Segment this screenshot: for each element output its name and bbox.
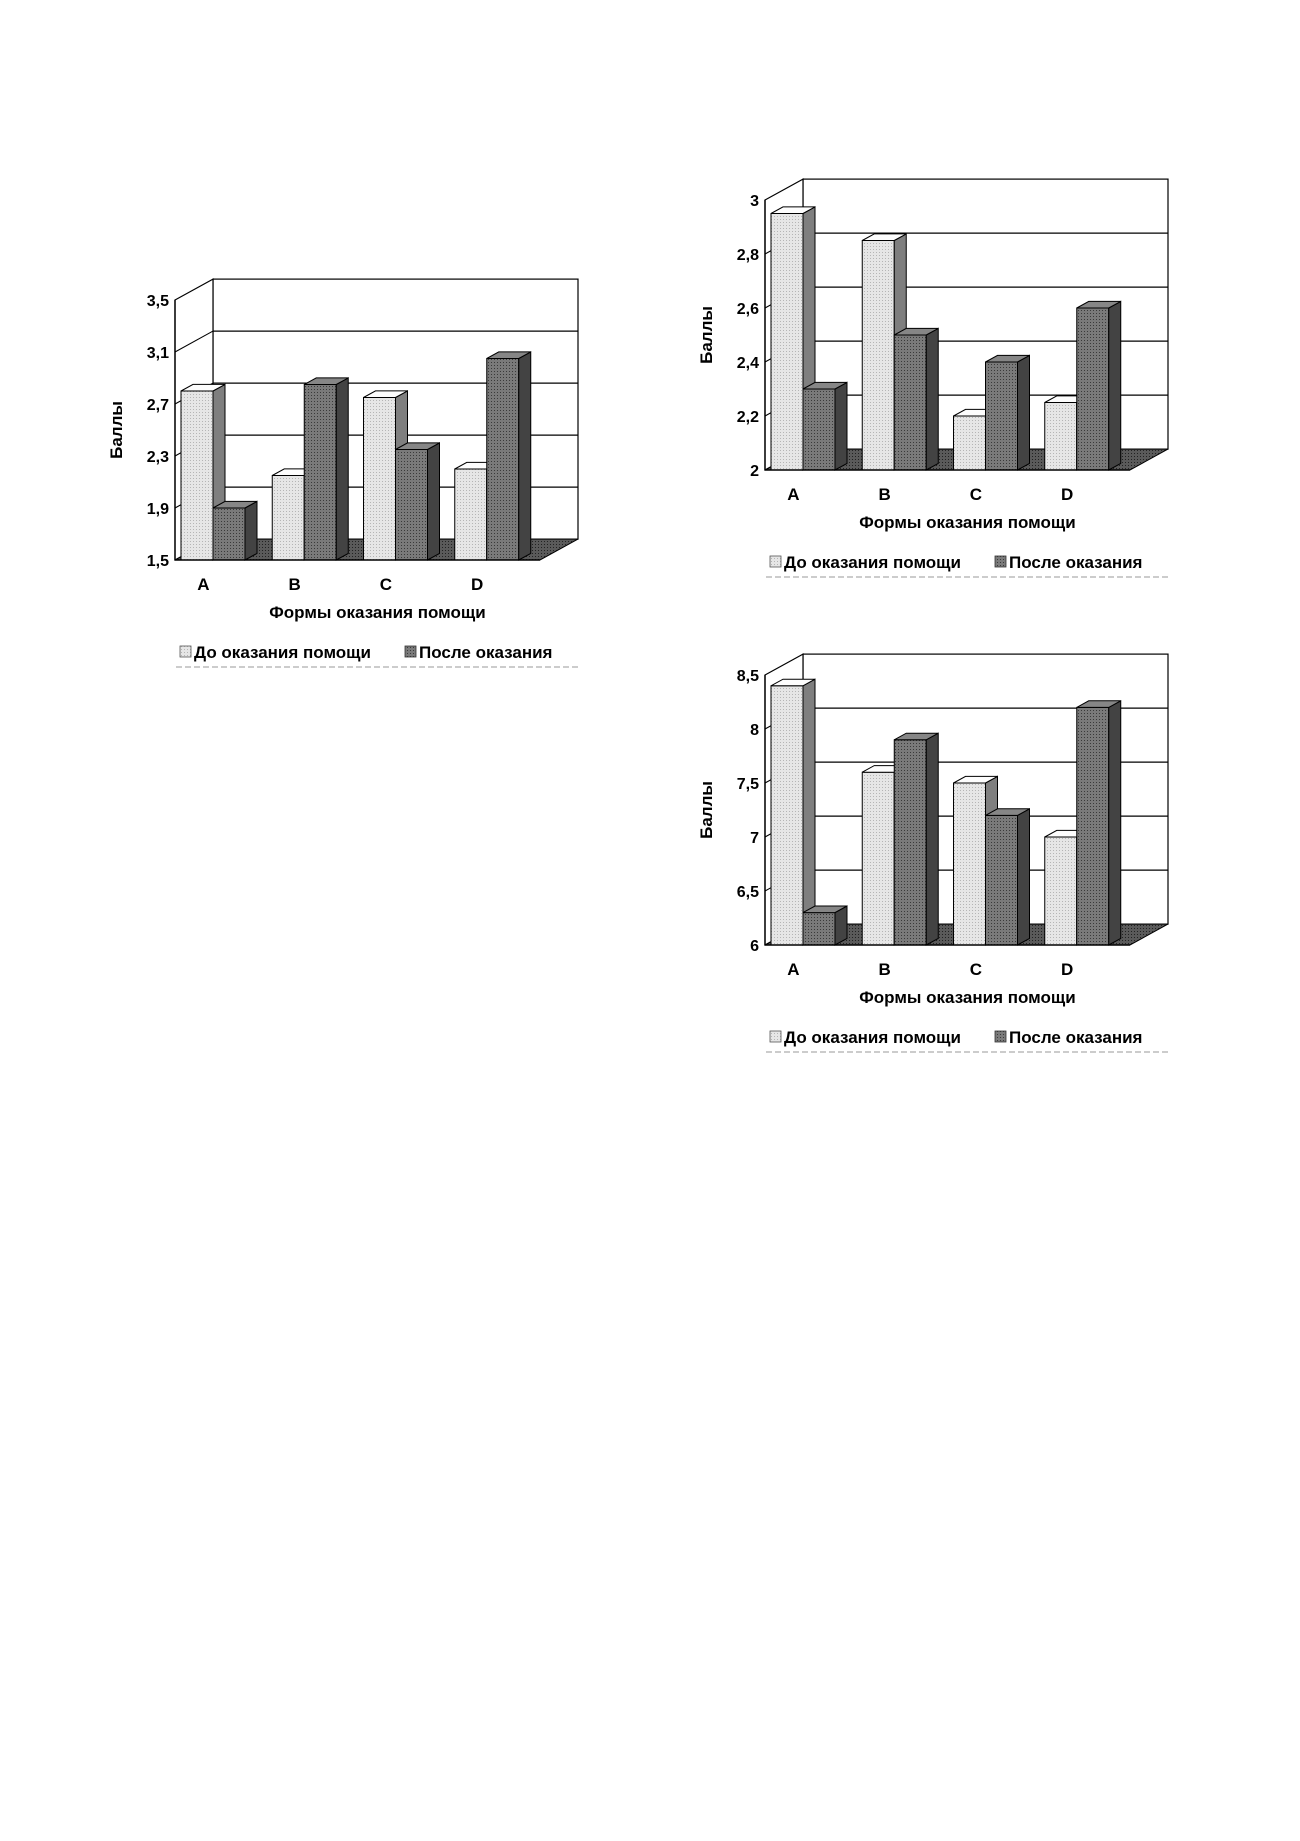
y-tick-label: 1,9 [146, 501, 169, 518]
legend-swatch-after [995, 556, 1006, 567]
chart-3 [690, 655, 1250, 1055]
bar-side [1018, 809, 1030, 945]
legend [176, 643, 580, 667]
y-tick-label: 7,5 [736, 776, 759, 793]
bar-side [926, 328, 938, 470]
bar-side [1109, 701, 1121, 945]
y-tick-label: 8,5 [736, 668, 759, 685]
legend-swatch-after [995, 1031, 1006, 1042]
bar-A-after [803, 382, 847, 470]
bar-front [862, 772, 894, 945]
bar-front [364, 398, 396, 561]
legend-label-before: До оказания помощи [784, 1028, 961, 1047]
y-tick-label: 2 [750, 463, 759, 480]
bar-D-after [1077, 701, 1121, 945]
x-tick-label: B [288, 575, 301, 594]
bar-front [771, 686, 803, 945]
bar-B-after [894, 328, 938, 470]
bar-side [336, 378, 348, 560]
y-tick-label: 7 [750, 830, 759, 847]
bar-side [428, 443, 440, 560]
bar-side [245, 501, 257, 560]
legend-swatch-before [180, 646, 191, 657]
x-axis-label: Формы оказания помощи [859, 513, 1076, 532]
y-axis-label: Баллы [697, 306, 716, 364]
y-tick-label: 2,8 [736, 247, 759, 264]
x-tick-label: C [969, 960, 983, 979]
x-tick-label: A [787, 485, 800, 504]
x-tick-label: D [1061, 485, 1074, 504]
x-tick-label: B [878, 485, 891, 504]
y-tick-label: 6 [750, 938, 759, 955]
bar-front [954, 783, 986, 945]
legend [766, 1028, 1170, 1052]
y-tick-label: 8 [750, 722, 759, 739]
bar-side [1109, 301, 1121, 470]
bar-C-after [986, 355, 1030, 470]
x-axis-label: Формы оказания помощи [269, 603, 486, 622]
x-tick-label: A [197, 575, 210, 594]
bar-front [455, 469, 487, 560]
bar-front [862, 241, 894, 471]
y-tick-label: 2,6 [736, 301, 759, 318]
bar-front [803, 389, 835, 470]
bar-front [986, 362, 1018, 470]
bar-B-after [894, 733, 938, 945]
bar-C-after [396, 443, 440, 560]
bar-C-after [986, 809, 1030, 945]
x-tick-label: D [471, 575, 484, 594]
bar-B-after [304, 378, 348, 560]
y-axis-label: Баллы [697, 781, 716, 839]
legend-swatch-after [405, 646, 416, 657]
bar-front [1077, 707, 1109, 945]
bar-front [1077, 308, 1109, 470]
bar-front [272, 476, 304, 561]
bar-A-after [213, 501, 257, 560]
bar-front [803, 913, 835, 945]
legend [766, 553, 1170, 577]
x-tick-label: D [1061, 960, 1074, 979]
chart-1-svg [100, 280, 660, 670]
y-tick-label: 2,4 [736, 355, 759, 372]
bar-A-after [803, 906, 847, 945]
bar-side [519, 352, 531, 560]
y-tick-label: 2,2 [736, 409, 759, 426]
bar-front [181, 391, 213, 560]
bar-side [835, 382, 847, 470]
legend-label-before: До оказания помощи [194, 643, 371, 662]
bar-front [986, 815, 1018, 945]
bar-front [954, 416, 986, 470]
x-axis-label: Формы оказания помощи [859, 988, 1076, 1007]
legend-swatch-before [770, 556, 781, 567]
bar-side [803, 679, 815, 945]
bar-front [894, 740, 926, 945]
y-tick-label: 2,7 [146, 397, 169, 414]
legend-label-before: До оказания помощи [784, 553, 961, 572]
bar-front [1045, 837, 1077, 945]
bar-front [396, 450, 428, 561]
bar-side [1018, 355, 1030, 470]
bar-front [304, 385, 336, 561]
chart-2 [690, 180, 1250, 580]
bar-front [213, 508, 245, 560]
y-tick-label: 1,5 [146, 553, 169, 570]
x-tick-label: C [969, 485, 983, 504]
legend-swatch-before [770, 1031, 781, 1042]
bar-front [894, 335, 926, 470]
x-tick-label: A [787, 960, 800, 979]
bar-front [1045, 403, 1077, 471]
bar-side [926, 733, 938, 945]
x-tick-label: C [379, 575, 393, 594]
y-tick-label: 2,3 [146, 449, 169, 466]
bar-A-before [771, 679, 815, 945]
bar-D-after [1077, 301, 1121, 470]
y-tick-label: 3,5 [146, 293, 169, 310]
y-axis-label: Баллы [107, 401, 126, 459]
legend-label-after: После оказания [1009, 1028, 1143, 1047]
chart-1 [100, 280, 660, 670]
legend-label-after: После оказания [1009, 553, 1143, 572]
y-tick-label: 6,5 [736, 884, 759, 901]
y-tick-label: 3,1 [146, 345, 169, 362]
bar-D-after [487, 352, 531, 560]
chart-3-svg [690, 655, 1250, 1055]
legend-label-after: После оказания [419, 643, 553, 662]
chart-2-svg [690, 180, 1250, 580]
y-tick-label: 3 [750, 193, 759, 210]
bar-front [487, 359, 519, 561]
bar-front [771, 214, 803, 471]
x-tick-label: B [878, 960, 891, 979]
